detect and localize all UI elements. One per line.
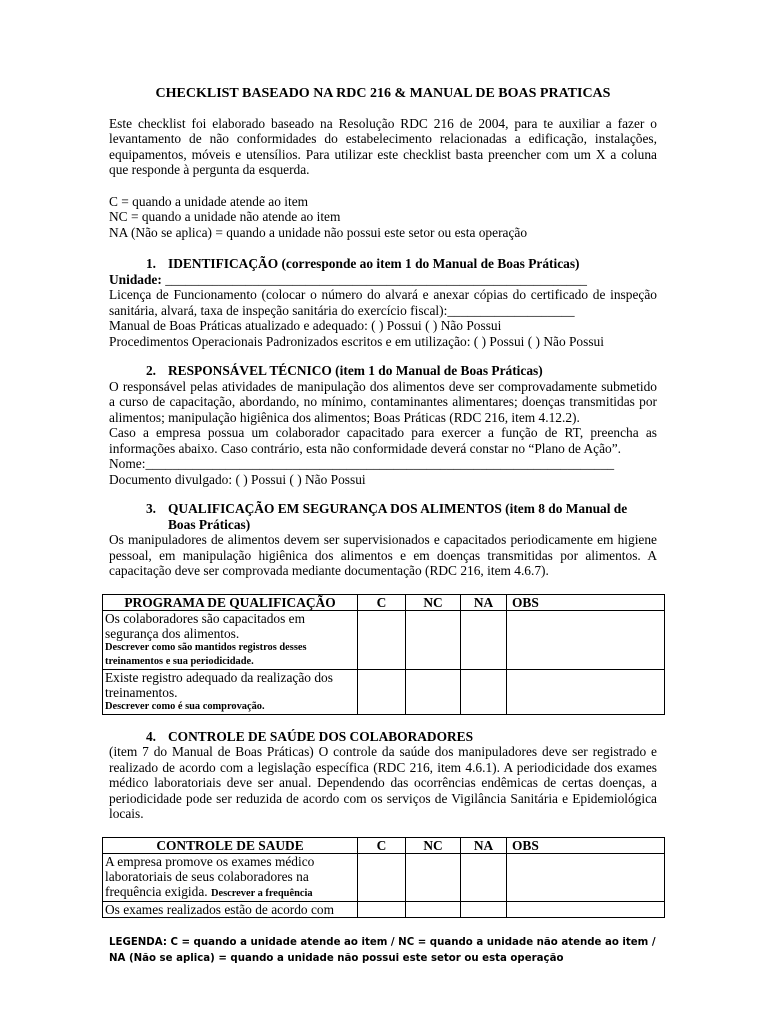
section-3-number: 3.	[145, 501, 156, 516]
unidade-field	[109, 272, 657, 288]
table-row	[103, 901, 665, 917]
cell-c[interactable]	[358, 901, 406, 917]
cell-obs[interactable]	[507, 901, 665, 917]
document-page	[105, 86, 657, 918]
cell-na[interactable]	[461, 669, 507, 714]
table-header-row	[103, 837, 665, 853]
cell-na[interactable]	[461, 610, 507, 669]
header-c: C	[358, 837, 406, 853]
section-3-title	[156, 501, 657, 532]
header-na: NA	[461, 837, 507, 853]
cell-nc[interactable]	[406, 669, 461, 714]
cell-na[interactable]	[461, 901, 507, 917]
row-text: Os exames realizados estão de acordo com	[105, 901, 335, 917]
section-3-title-line-1: QUALIFICAÇÃO EM SEGURANÇA DOS ALIMENTOS (item 8 do Manual de	[168, 501, 628, 516]
cell-obs[interactable]	[507, 853, 665, 901]
nome-field: Nome:______________________________________________________________________	[109, 456, 615, 471]
section-4-paragraph: (item 7 do Manual de Boas Práticas) O controle da saúde dos manipuladores deve ser registrado e realizado de acordo com a legislação específica (RDC 216, item 4.6.1). A periodicidade dos exames médico laboratoriais deve ser anual. Dependendo das ocorrências endêmicas de certas doenças, a periodicidade pode ser reduzida de acordo com os serviços de Vigilância Sanitária e Epidemiológica locais.	[109, 744, 657, 821]
cell-nc[interactable]	[406, 901, 461, 917]
row-question	[103, 669, 358, 714]
table-header-row	[103, 594, 665, 610]
section-2-number: 2.	[145, 363, 156, 378]
row-note: Descrever como é sua comprovação.	[105, 700, 265, 712]
section-4-number: 4.	[145, 728, 156, 744]
unidade-label: Unidade:	[109, 271, 162, 287]
cell-c[interactable]	[358, 669, 406, 714]
header-nc: NC	[406, 837, 461, 853]
key-na: NA (Não se aplica) = quando a unidade não possui este setor ou esta operação	[109, 224, 528, 240]
section-1-title: IDENTIFICAÇÃO (corresponde ao item 1 do Manual de Boas Práticas)	[168, 256, 580, 271]
row-question	[103, 853, 358, 901]
legend-footer: LEGENDA: C = quando a unidade atende ao item / NC = quando a unidade não atende ao item / NA (Não se aplica) = quando a unidade não possui este setor ou esta operação	[109, 937, 656, 964]
row-text: Existe registro adequado da realização dos treinamentos.	[105, 669, 333, 700]
cell-c[interactable]	[358, 610, 406, 669]
key-c: C = quando a unidade atende ao item	[109, 193, 309, 209]
cell-obs[interactable]	[507, 610, 665, 669]
licenca-field: Licença de Funcionamento (colocar o número do alvará e anexar cópias do certificado de inspeção sanitária, alvará, taxa de inspeção sanitária do exercício fiscal):___________________	[109, 287, 657, 318]
section-3-heading	[109, 501, 657, 532]
intro-paragraph: Este checklist foi elaborado baseado na Resolução RDC 216 de 2004, para te auxiliar a fazer o levantamento de não conformidades do estabelecimento relacionadas a edificação, instalações, equipamentos, móveis e utensílios. Para utilizar este checklist basta preencher com um X a coluna que responde à pergunta da esquerda.	[109, 115, 657, 177]
header-c: C	[358, 594, 406, 610]
section-1-heading	[109, 256, 657, 272]
section-4-heading	[109, 729, 657, 745]
table-row	[103, 669, 665, 714]
header-health-control: CONTROLE DE SAUDE	[103, 837, 358, 853]
section-2-title: RESPONSÁVEL TÉCNICO (item 1 do Manual de Boas Práticas)	[168, 363, 543, 378]
row-text: Os colaboradores são capacitados em segurança dos alimentos.	[105, 610, 306, 641]
cell-nc[interactable]	[406, 610, 461, 669]
documento-field: Documento divulgado: ( ) Possui ( ) Não Possui	[109, 471, 366, 487]
section-4-title: CONTROLE DE SAÚDE DOS COLABORADORES	[168, 728, 474, 744]
header-nc: NC	[406, 594, 461, 610]
manual-field: Manual de Boas Práticas atualizado e adequado: ( ) Possui ( ) Não Possui	[109, 318, 502, 333]
qualification-table	[102, 594, 665, 715]
key-nc: NC = quando a unidade não atende ao item	[109, 209, 341, 224]
row-question	[103, 901, 358, 917]
header-obs: OBS	[507, 594, 665, 610]
cell-nc[interactable]	[406, 853, 461, 901]
section-2-heading	[109, 363, 657, 379]
row-note: Descrever como são mantidos registros desses treinamentos e sua periodicidade.	[105, 641, 307, 667]
section-3-title-line-2: Boas Práticas)	[168, 516, 251, 532]
page-title: CHECKLIST BASEADO NA RDC 216 & MANUAL DE BOAS PRATICAS	[155, 86, 611, 101]
row-question	[103, 610, 358, 669]
section-3-paragraph: Os manipuladores de alimentos devem ser supervisionados e capacitados periodicamente em higiene pessoal, em manipulação higiênica dos alimentos e em doenças transmitidas por alimentos. A capacitação deve ser comprovada mediante documentação (RDC 216, item 4.6.7).	[109, 532, 657, 578]
table-row	[103, 610, 665, 669]
cell-na[interactable]	[461, 853, 507, 901]
cell-c[interactable]	[358, 853, 406, 901]
row-note: Descrever a frequência	[210, 887, 313, 899]
header-na: NA	[461, 594, 507, 610]
answer-key	[109, 194, 657, 241]
pop-field: Procedimentos Operacionais Padronizados escritos e em utilização: ( ) Possui ( ) Não Possui	[109, 333, 604, 349]
table-row	[103, 853, 665, 901]
header-program: PROGRAMA DE QUALIFICAÇÃO	[103, 594, 358, 610]
section-1-number: 1.	[145, 256, 156, 271]
section-2-paragraph-2: Caso a empresa possua um colaborador capacitado para exercer a função de RT, preencha as informações abaixo. Caso contrário, esta não conformidade deverá constar no “Plano de Ação”.	[109, 425, 657, 456]
row-text: A empresa promove os exames médico laboratoriais de seus colaboradores na frequência exigida.	[105, 853, 315, 899]
health-control-table	[102, 837, 665, 918]
header-obs: OBS	[507, 837, 665, 853]
section-2-paragraph-1: O responsável pelas atividades de manipulação dos alimentos deve ser comprovadamente submetido a curso de capacitação, abordando, no mínimo, contaminantes alimentares; doenças transmitidas por alimentos; manipulação higiênica dos alimentos; Boas Práticas (RDC 216, item 4.12.2).	[109, 378, 657, 425]
cell-obs[interactable]	[507, 669, 665, 714]
unidade-line: _______________________________________________________________	[161, 271, 587, 287]
